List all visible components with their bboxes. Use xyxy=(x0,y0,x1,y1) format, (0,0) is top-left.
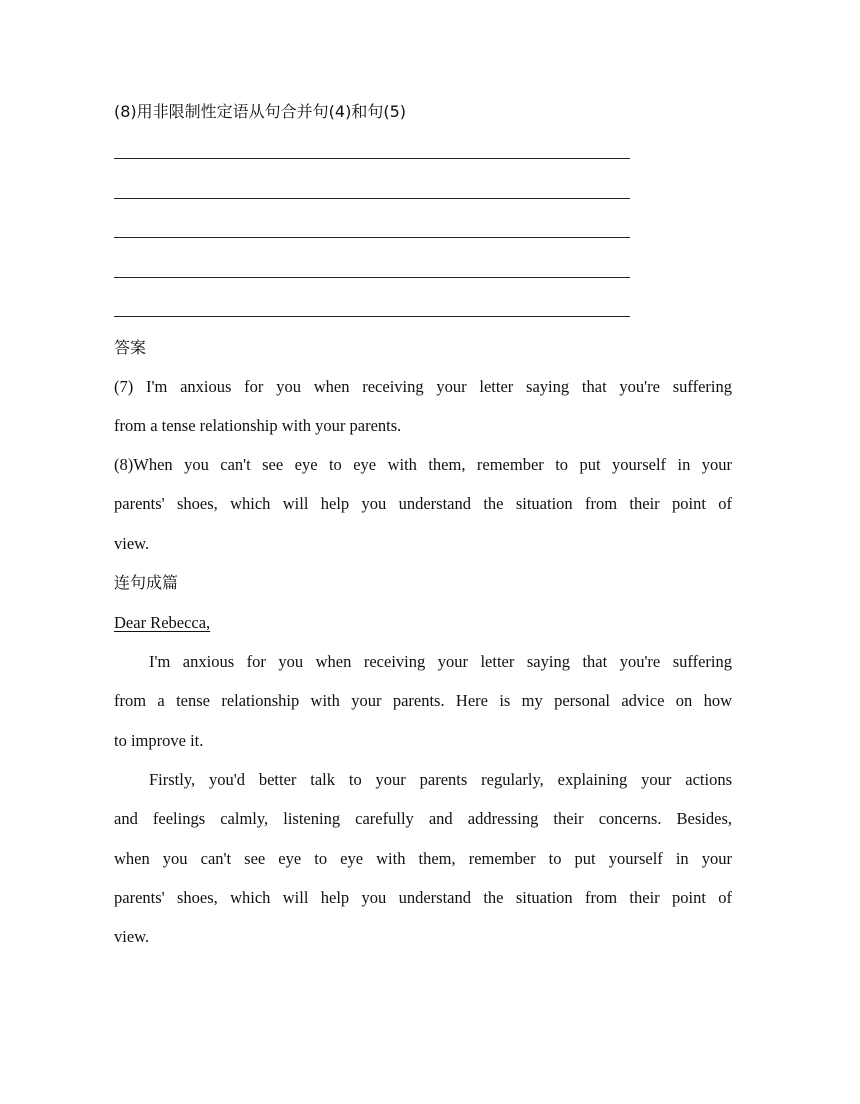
answer-blank-line[interactable] xyxy=(114,158,630,159)
essay-paragraph-1-line: to improve it. xyxy=(114,731,204,750)
answer-8-line: (8)When you can't see eye to eye with them, remember to put yourself in your xyxy=(114,455,732,474)
essay-heading: 连句成篇 xyxy=(114,573,179,592)
essay-paragraph-1-line: I'm anxious for you when receiving your letter saying that you're suffering xyxy=(149,652,732,671)
essay-paragraph-2-line: parents' shoes, which will help you understand the situation from their point of xyxy=(114,888,732,907)
answer-7-line: (7) I'm anxious for you when receiving your letter saying that you're suffering xyxy=(114,377,732,396)
essay-paragraph-2-line: when you can't see eye to eye with them, remember to put yourself in your xyxy=(114,849,732,868)
essay-paragraph-2-line: Firstly, you'd better talk to your parents regularly, explaining your actions xyxy=(149,770,732,789)
answer-8-line: view. xyxy=(114,534,150,553)
answer-blank-line[interactable] xyxy=(114,277,630,278)
letter-salutation: Dear Rebecca, xyxy=(114,613,211,632)
essay-paragraph-2-line: and feelings calmly, listening carefully and addressing their concerns. Besides, xyxy=(114,809,732,828)
answer-8-line: parents' shoes, which will help you understand the situation from their point of xyxy=(114,494,732,513)
answer-7-line: from a tense relationship with your parents. xyxy=(114,416,402,435)
answer-heading: 答案 xyxy=(114,338,147,357)
answer-blank-line[interactable] xyxy=(114,198,630,199)
essay-paragraph-2-line: view. xyxy=(114,927,150,946)
answer-blank-line[interactable] xyxy=(114,237,630,238)
essay-paragraph-1-line: from a tense relationship with your parents. Here is my personal advice on how xyxy=(114,691,732,710)
question-prompt: (8)用非限制性定语从句合并句(4)和句(5) xyxy=(114,102,406,121)
answer-blank-line[interactable] xyxy=(114,316,630,317)
